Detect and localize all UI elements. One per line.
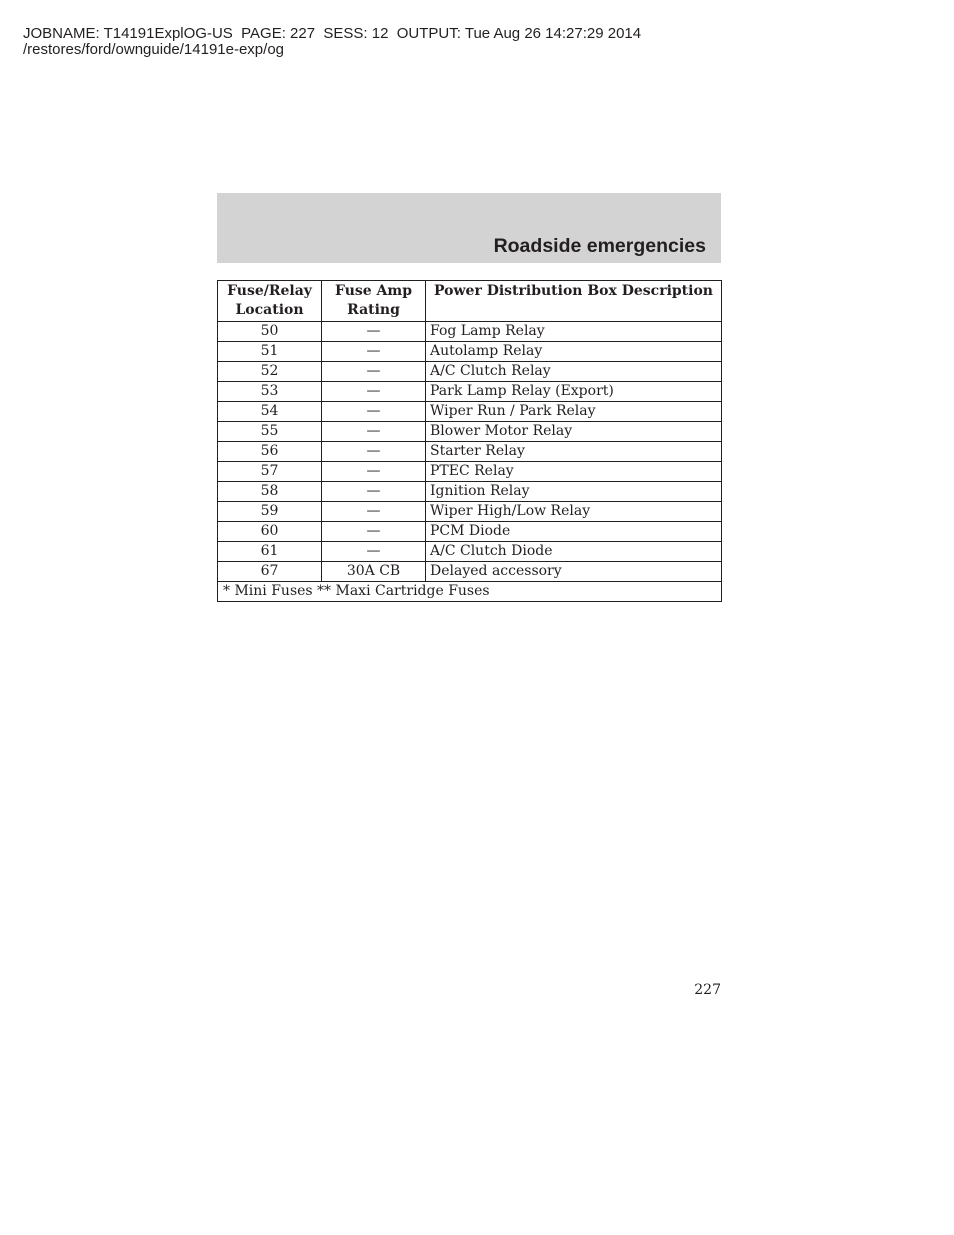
header-description: Power Distribution Box Description — [426, 281, 722, 322]
cell-location: 52 — [218, 362, 322, 382]
cell-description: Park Lamp Relay (Export) — [426, 382, 722, 402]
section-header-band — [217, 193, 721, 263]
cell-location: 58 — [218, 482, 322, 502]
table-row — [218, 422, 722, 442]
cell-rating: — — [322, 382, 426, 402]
cell-location: 55 — [218, 422, 322, 442]
cell-location: 61 — [218, 542, 322, 562]
cell-rating: — — [322, 422, 426, 442]
table-row — [218, 502, 722, 522]
table-row — [218, 442, 722, 462]
table-row — [218, 542, 722, 562]
cell-description: Wiper Run / Park Relay — [426, 402, 722, 422]
print-job-line-1: JOBNAME: T14191ExplOG-US PAGE: 227 SESS: 12 OUTPUT: Tue Aug 26 14:27:29 2014 — [23, 25, 642, 42]
cell-location: 56 — [218, 442, 322, 462]
cell-description: Fog Lamp Relay — [426, 322, 722, 342]
header-rating: Fuse Amp Rating — [322, 281, 426, 322]
table-row — [218, 382, 722, 402]
cell-description: A/C Clutch Relay — [426, 362, 722, 382]
cell-rating: 30A CB — [322, 562, 426, 582]
cell-rating: — — [322, 362, 426, 382]
cell-rating: — — [322, 522, 426, 542]
cell-description: Starter Relay — [426, 442, 722, 462]
table-footnote: * Mini Fuses ** Maxi Cartridge Fuses — [218, 582, 722, 602]
table-footnote-row — [218, 582, 722, 602]
cell-rating: — — [322, 462, 426, 482]
cell-location: 53 — [218, 382, 322, 402]
cell-rating: — — [322, 502, 426, 522]
fuse-relay-table — [217, 280, 722, 602]
table-row — [218, 522, 722, 542]
cell-rating: — — [322, 542, 426, 562]
table-row — [218, 342, 722, 362]
cell-description: PTEC Relay — [426, 462, 722, 482]
cell-location: 67 — [218, 562, 322, 582]
cell-rating: — — [322, 322, 426, 342]
table-row — [218, 362, 722, 382]
cell-rating: — — [322, 402, 426, 422]
cell-location: 59 — [218, 502, 322, 522]
cell-rating: — — [322, 482, 426, 502]
cell-location: 50 — [218, 322, 322, 342]
cell-location: 51 — [218, 342, 322, 362]
cell-location: 60 — [218, 522, 322, 542]
print-job-header — [23, 26, 641, 58]
header-location: Fuse/Relay Location — [218, 281, 322, 322]
cell-rating: — — [322, 342, 426, 362]
table-row — [218, 482, 722, 502]
cell-description: Delayed accessory — [426, 562, 722, 582]
table-row — [218, 562, 722, 582]
cell-description: A/C Clutch Diode — [426, 542, 722, 562]
table-row — [218, 322, 722, 342]
table-row — [218, 462, 722, 482]
cell-rating: — — [322, 442, 426, 462]
page-number: 227 — [694, 982, 721, 998]
print-job-line-2: /restores/ford/ownguide/14191e-exp/og — [23, 41, 285, 58]
cell-description: Blower Motor Relay — [426, 422, 722, 442]
table-header-row — [218, 281, 722, 322]
cell-location: 57 — [218, 462, 322, 482]
table-row — [218, 402, 722, 422]
cell-description: Autolamp Relay — [426, 342, 722, 362]
cell-location: 54 — [218, 402, 322, 422]
cell-description: Wiper High/Low Relay — [426, 502, 722, 522]
cell-description: PCM Diode — [426, 522, 722, 542]
section-title: Roadside emergencies — [493, 235, 706, 257]
cell-description: Ignition Relay — [426, 482, 722, 502]
